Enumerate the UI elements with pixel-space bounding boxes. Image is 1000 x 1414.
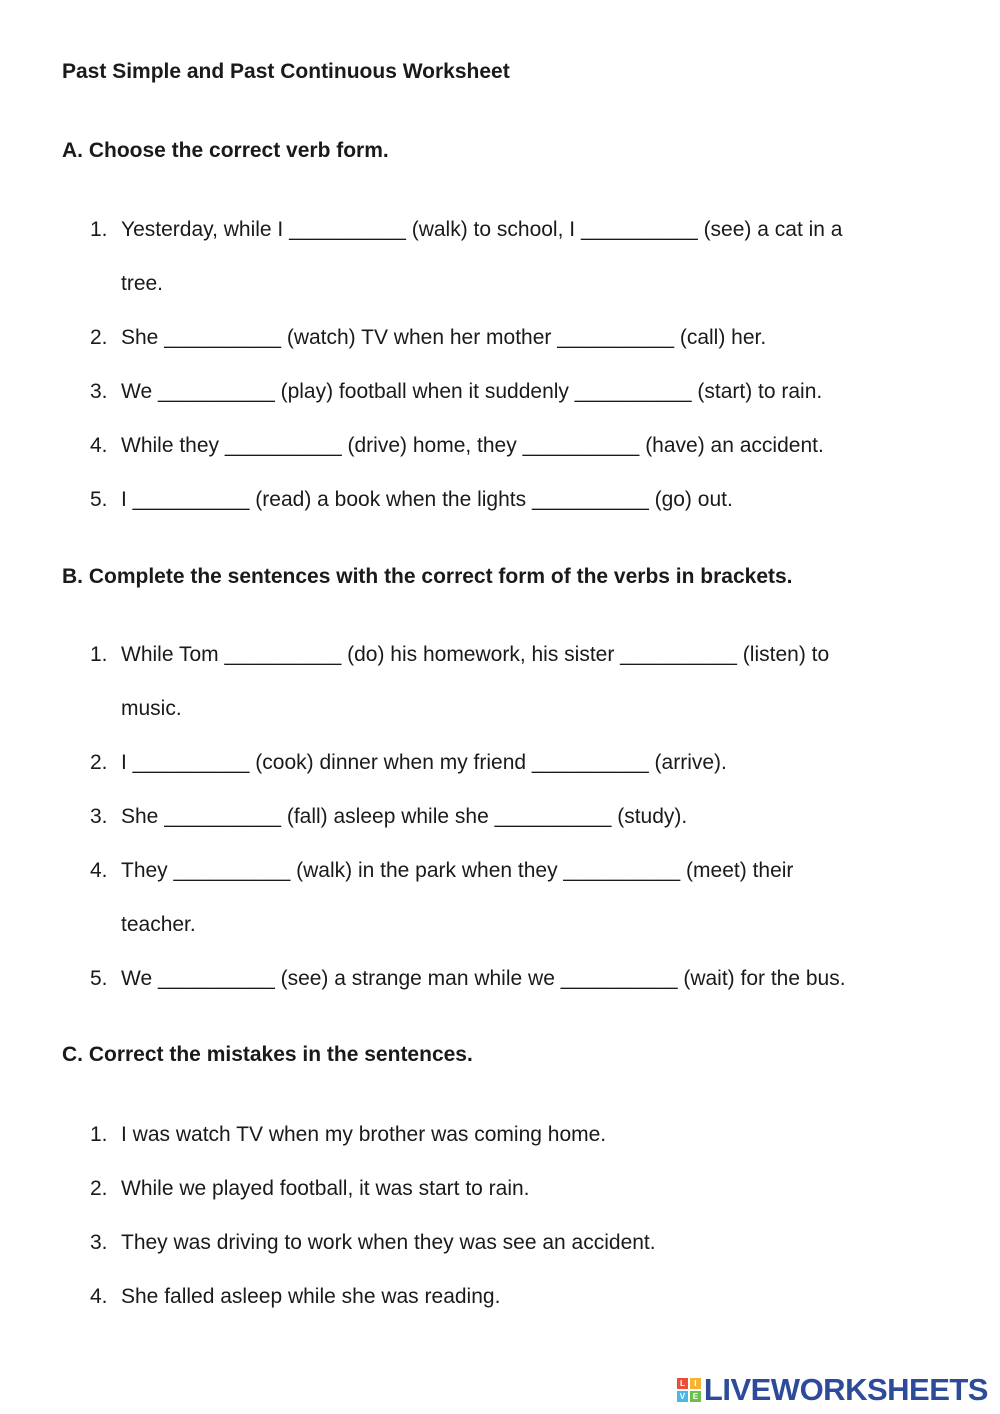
section-c-heading: C. Correct the mistakes in the sentences. xyxy=(62,1043,473,1066)
item-text: They was driving to work when they was see an accident. xyxy=(121,1231,656,1254)
logo-letter-l: L xyxy=(677,1378,688,1389)
item-text: While they __________ (drive) home, they __________ (have) an accident. xyxy=(121,434,824,457)
item-number: 1. xyxy=(90,643,108,666)
item-text: Yesterday, while I __________ (walk) to school, I __________ (see) a cat in a xyxy=(121,218,843,241)
item-text: She __________ (watch) TV when her mother __________ (call) her. xyxy=(121,326,767,349)
item-number: 2. xyxy=(90,1177,108,1200)
logo-text: LIVEWORKSHEETS xyxy=(703,1372,988,1407)
item-text: She falled asleep while she was reading. xyxy=(121,1285,501,1308)
item-text: I __________ (cook) dinner when my friend __________ (arrive). xyxy=(121,751,727,774)
item-number: 4. xyxy=(90,434,108,457)
item-text: While we played football, it was start to rain. xyxy=(121,1177,530,1200)
item-text: We __________ (play) football when it suddenly __________ (start) to rain. xyxy=(121,380,823,403)
item-text: I __________ (read) a book when the lights __________ (go) out. xyxy=(121,488,733,511)
item-number: 2. xyxy=(90,326,108,349)
logo-letter-i: I xyxy=(690,1378,701,1389)
item-number: 3. xyxy=(90,805,108,828)
item-number: 2. xyxy=(90,751,108,774)
item-text: She __________ (fall) asleep while she __________ (study). xyxy=(121,805,688,828)
item-number: 3. xyxy=(90,380,108,403)
item-number: 1. xyxy=(90,1123,108,1146)
item-number: 3. xyxy=(90,1231,108,1254)
logo-letter-e: E xyxy=(690,1391,701,1402)
item-number: 5. xyxy=(90,488,108,511)
item-text: tree. xyxy=(121,272,164,295)
item-text: They __________ (walk) in the park when they __________ (meet) their xyxy=(121,859,794,882)
item-number: 4. xyxy=(90,859,108,882)
item-text: While Tom __________ (do) his homework, his sister __________ (listen) to xyxy=(121,643,830,666)
item-text: We __________ (see) a strange man while we __________ (wait) for the bus. xyxy=(121,967,846,990)
logo-mark-icon xyxy=(677,1378,701,1402)
item-text: I was watch TV when my brother was coming home. xyxy=(121,1123,607,1146)
item-text: teacher. xyxy=(121,913,196,936)
item-number: 4. xyxy=(90,1285,108,1308)
item-number: 1. xyxy=(90,218,108,241)
item-number: 5. xyxy=(90,967,108,990)
section-a-heading: A. Choose the correct verb form. xyxy=(62,139,389,162)
page-title: Past Simple and Past Continuous Worksheet xyxy=(62,60,510,83)
logo-letter-v: V xyxy=(677,1391,688,1402)
item-text: music. xyxy=(121,697,182,720)
liveworksheets-logo xyxy=(677,1372,988,1408)
section-b-heading: B. Complete the sentences with the correct form of the verbs in brackets. xyxy=(62,565,793,588)
